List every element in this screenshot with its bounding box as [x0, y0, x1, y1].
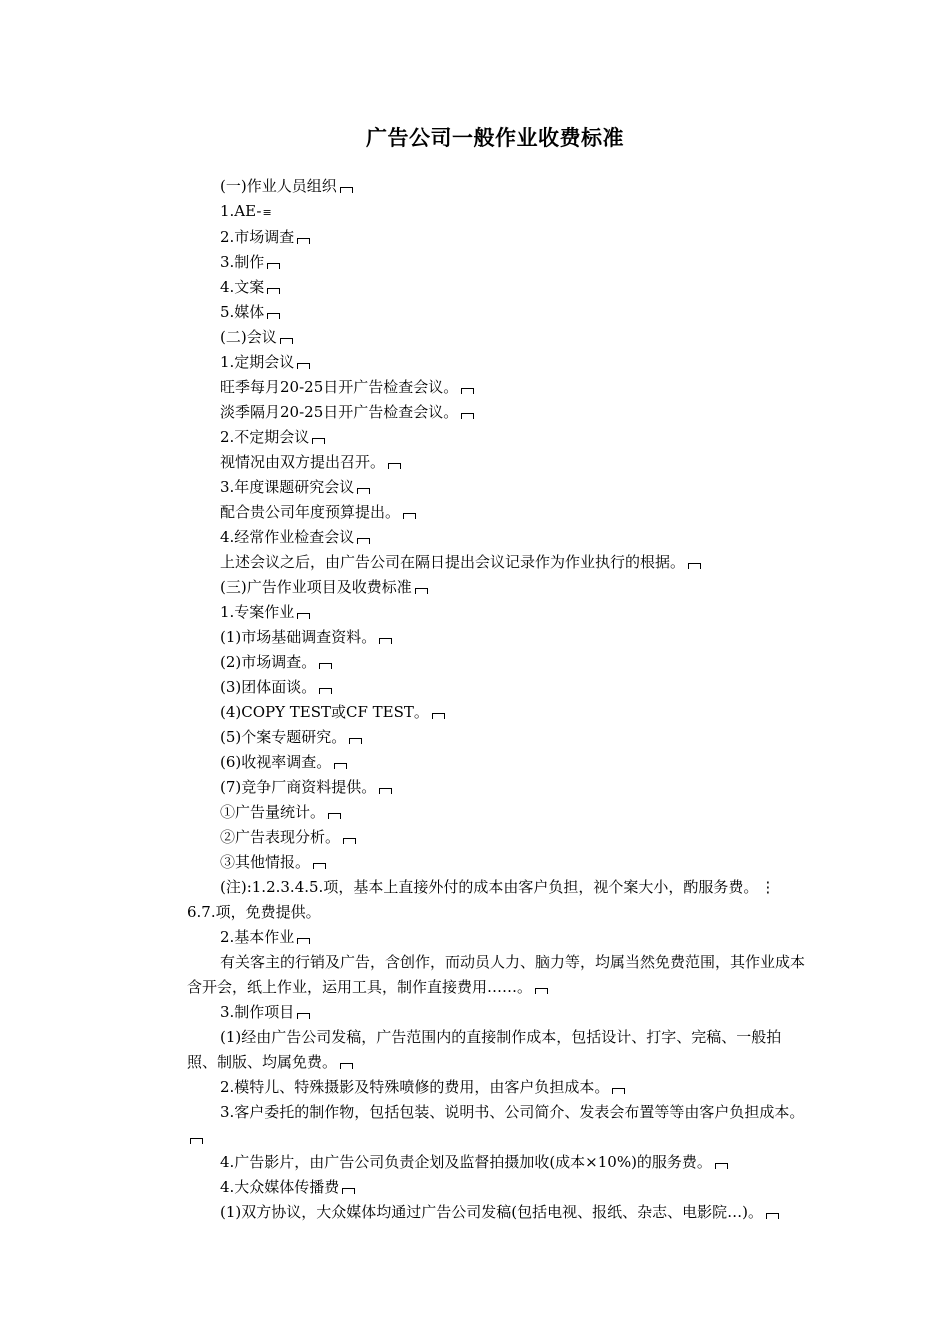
paragraph: (7)竞争厂商资料提供。: [187, 775, 809, 800]
paragraph-mark-icon: [313, 863, 326, 869]
paragraph-mark-icon: [403, 513, 416, 519]
paragraph: 1.定期会议: [187, 350, 809, 375]
paragraph-mark-icon: [342, 1188, 355, 1194]
paragraph: 旺季每月20-25日开广告检查会议。: [187, 375, 809, 400]
paragraph: (三)广告作业项目及收费标准: [187, 575, 809, 600]
paragraph: (6)收视率调查。: [187, 750, 809, 775]
paragraph: 5.媒体: [187, 300, 809, 325]
paragraph: 视情况由双方提出召开。: [187, 450, 809, 475]
paragraph: (二)会议: [187, 325, 809, 350]
paragraph: 淡季隔月20-25日开广告检查会议。: [187, 400, 809, 425]
document-title: 广告公司一般作业收费标准: [366, 125, 624, 150]
paragraph-mark-icon: [432, 713, 445, 719]
equals-mark-icon: ≡: [262, 206, 272, 219]
paragraph: ②广告表现分析。: [187, 825, 809, 850]
paragraph: 3.客户委托的制作物，包括包装、说明书、公司简介、发表会布置等等由客户负担成本。: [187, 1100, 809, 1150]
paragraph-mark-icon: [766, 1213, 779, 1219]
paragraph-mark-icon: [297, 1013, 310, 1019]
paragraph-mark-icon: [340, 187, 353, 193]
paragraph: (一)作业人员组织: [187, 174, 809, 199]
paragraph-mark-icon: [297, 938, 310, 944]
paragraph-mark-icon: [334, 763, 347, 769]
paragraph: 4.大众媒体传播费: [187, 1175, 809, 1200]
paragraph-mark-icon: [343, 838, 356, 844]
paragraph-mark-icon: [415, 588, 428, 594]
line-break-mark-icon: ⋮: [760, 878, 776, 896]
paragraph: 4.文案: [187, 275, 809, 300]
paragraph: 有关客主的行销及广告，含创作，而动员人力、脑力等，均属当然免费范围，其作业成本含开会，纸上作业，运用工具，制作直接费用……。: [187, 953, 806, 996]
paragraph-mark-icon: [715, 1163, 728, 1169]
paragraph-mark-icon: [267, 313, 280, 319]
paragraph: (1)经由广告公司发稿，广告范围内的直接制作成本，包括设计、打字、完稿、一般拍照、制版、均属免费。: [187, 1028, 782, 1071]
paragraph: (5)个案专题研究。: [187, 725, 809, 750]
paragraph-mark-icon: [357, 538, 370, 544]
paragraph: 配合贵公司年度预算提出。: [187, 500, 809, 525]
paragraph: 3.年度课题研究会议: [187, 475, 809, 500]
paragraph: 4.经常作业检查会议: [187, 525, 809, 550]
paragraph: (2)市场调查。: [187, 650, 809, 675]
paragraph: 2.不定期会议: [187, 425, 809, 450]
document-body: [187, 174, 809, 1225]
paragraph: (1)双方协议，大众媒体均通过广告公司发稿(包括电视、报纸、杂志、电影院…)。: [187, 1200, 809, 1225]
paragraph: 2.基本作业: [187, 925, 809, 950]
paragraph: (4)COPY TEST或CF TEST。: [187, 700, 809, 725]
paragraph-mark-icon: [297, 613, 310, 619]
paragraph-mark-icon: [267, 263, 280, 269]
paragraph-mark-icon: [461, 388, 474, 394]
paragraph: ③其他情报。: [187, 850, 809, 875]
paragraph-mark-icon: [312, 438, 325, 444]
paragraph-mark-icon: [461, 413, 474, 419]
paragraph-continuation: 6.7.项，免费提供。: [187, 903, 321, 921]
paragraph-mark-icon: [688, 563, 701, 569]
paragraph-mark-icon: [349, 738, 362, 744]
paragraph-mark-icon: [319, 663, 332, 669]
paragraph: 2.市场调查: [187, 225, 809, 250]
paragraph: (注):1.2.3.4.5.项，基本上直接外付的成本由客户负担，视个案大小，酌服务费。 ⋮: [220, 878, 776, 896]
paragraph-mark-icon: [388, 463, 401, 469]
paragraph: 3.制作项目: [187, 1000, 809, 1025]
paragraph: (3)团体面谈。: [187, 675, 809, 700]
paragraph-mark-icon: [297, 238, 310, 244]
paragraph: 1.AE-≡: [220, 202, 272, 220]
paragraph: 3.制作: [187, 250, 809, 275]
paragraph-mark-icon: [319, 688, 332, 694]
paragraph-mark-icon: [297, 363, 310, 369]
paragraph: 2.模特儿、特殊摄影及特殊喷修的费用，由客户负担成本。: [187, 1075, 809, 1100]
paragraph-mark-icon: [328, 813, 341, 819]
paragraph-mark-icon: [379, 788, 392, 794]
paragraph-mark-icon: [267, 288, 280, 294]
paragraph-mark-icon: [379, 638, 392, 644]
paragraph: 1.专案作业: [187, 600, 809, 625]
paragraph-mark-icon: [340, 1063, 353, 1069]
paragraph: 上述会议之后，由广告公司在隔日提出会议记录作为作业执行的根据。: [187, 550, 809, 575]
paragraph-mark-icon: [612, 1088, 625, 1094]
paragraph: ①广告量统计。: [187, 800, 809, 825]
paragraph-mark-icon: [535, 988, 548, 994]
paragraph: 4.广告影片，由广告公司负责企划及监督拍摄加收(成本×10%)的服务费。: [187, 1150, 809, 1175]
paragraph-mark-icon: [190, 1138, 203, 1144]
paragraph-mark-icon: [357, 488, 370, 494]
paragraph-mark-icon: [280, 338, 293, 344]
paragraph: (1)市场基础调查资料。: [187, 625, 809, 650]
